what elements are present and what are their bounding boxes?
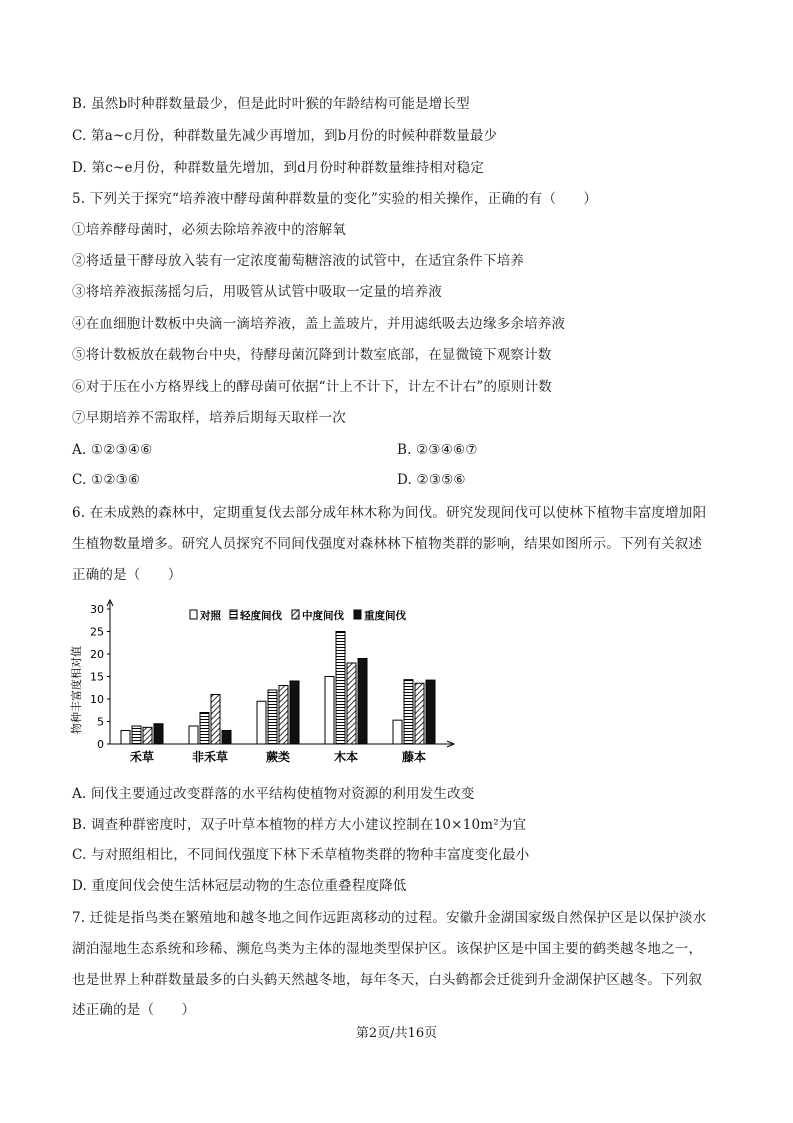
q5-item-3: ③将培养液振荡摇匀后，用吸管从试管中吸取一定量的培养液 [72,284,442,300]
q6-option-c: C. 与对照组相比，不同间伐强度下林下禾草植物类群的物种丰富度变化最小 [72,847,530,863]
q5-option-a: A. ①②③④⑥ [72,442,153,458]
bar [426,680,435,744]
legend-label: 对照 [200,610,221,622]
legend-swatch [354,610,361,619]
bar [415,683,424,744]
q5-option-c: C. ①②③⑥ [72,472,141,488]
q5-option-b: B. ②③④⑥⑦ [397,442,478,458]
bar [325,677,334,745]
bar [200,713,209,745]
q5-item-1: ①培养酵母菌时，必须去除培养液中的溶解氧 [72,222,346,238]
page-footer: 第2页/共16页 [355,1026,438,1041]
bar [132,726,141,744]
x-tick-label: 藤本 [401,750,427,764]
q6-option-d: D. 重度间伐会使生活林冠层动物的生态位重叠程度降低 [72,878,407,894]
y-tick-label: 20 [90,648,104,661]
q7-stem-line-2: 湖泊湿地生态系统和珍稀、濒危鸟类为主体的湿地类型保护区。该保护区是中国主要的鹤类越冬地之一， [72,941,703,957]
q7-stem-line-4: 述正确的是（ ） [72,1002,196,1018]
bar [154,724,163,744]
q6-stem-line-3: 正确的是（ ） [72,567,182,583]
bar [211,695,220,745]
bar [358,659,367,745]
legend-label: 轻度间伐 [240,610,282,622]
q5-item-6: ⑥对于压在小方格界线上的酵母菌可依据“计上不计下，计左不计右”的原则计数 [72,379,553,395]
x-tick-label: 禾草 [129,750,155,764]
q6-stem-line-2: 生植物数量增多。研究人员探究不同间伐强度对森林林下植物类群的影响，结果如图所示。下列有关叙述 [72,536,703,552]
x-tick-label: 非禾草 [191,750,229,764]
q5-item-2: ②将适量干酵母放入装有一定浓度葡萄糖溶液的试管中，在适宜条件下培养 [72,253,525,269]
bar [279,686,288,745]
y-axis-label: 物种丰富度相对值 [70,646,83,734]
y-tick-label: 25 [90,625,104,639]
bar [404,680,413,744]
q6-stem-line-1: 6. 在未成熟的森林中，定期重复伐去部分成年林木称为间伐。研究发现间伐可以使林下植物丰富度增加阳 [72,505,707,521]
q5-item-7: ⑦早期培养不需取样，培养后期每天取样一次 [72,410,346,426]
bar [336,632,345,745]
richness-bar-chart [72,598,462,777]
legend-swatch [190,610,197,619]
legend-swatch [230,610,237,619]
legend-label: 中度间伐 [302,610,344,622]
bar [189,726,198,744]
y-tick-label: 0 [97,738,104,751]
bar [268,690,277,744]
y-tick-label: 5 [97,715,104,729]
q7-stem-line-3: 也是世界上种群数量最多的白头鹤天然越冬地，每年冬天，白头鹤都会迁徙到升金湖保护区越冬。下列叙 [72,972,703,988]
legend-swatch [292,610,299,619]
legend-label: 重度间伐 [364,610,406,622]
q4-option-b: B. 虽然b时种群数量最少，但是此时叶猴的年龄结构可能是增长型 [72,96,470,112]
chart-svg [72,598,462,773]
x-tick-label: 蕨类 [265,750,291,764]
q5-item-4: ④在血细胞计数板中央滴一滴培养液，盖上盖玻片，并用滤纸吸去边缘多余培养液 [72,316,566,332]
q6-option-b: B. 调查种群密度时，双子叶草本植物的样方大小建议控制在10×10m²为宜 [72,817,527,833]
q5-option-d: D. ②③⑤⑥ [397,472,466,488]
q4-option-d: D. 第c~e月份，种群数量先增加，到d月份时种群数量维持相对稳定 [72,160,485,176]
x-tick-label: 木本 [333,750,359,764]
y-tick-label: 15 [90,670,104,684]
bar [143,727,152,744]
q5-item-5: ⑤将计数板放在载物台中央，待酵母菌沉降到计数室底部，在显微镜下观察计数 [72,347,552,363]
q4-option-c: C. 第a~c月份，种群数量先减少再增加，到b月份的时候种群数量最少 [72,128,498,144]
y-tick-label: 30 [90,603,104,616]
bar [347,663,356,744]
q5-stem: 5. 下列关于探究“培养液中酵母菌种群数量的变化”实验的相关操作，正确的有（ ） [72,191,598,207]
q6-option-a: A. 间伐主要通过改变群落的水平结构使植物对资源的利用发生改变 [72,786,475,802]
bar [290,681,299,744]
bar [222,731,231,745]
y-tick-label: 10 [90,693,104,706]
q7-stem-line-1: 7. 迁徙是指鸟类在繁殖地和越冬地之间作远距离移动的过程。安徽升金湖国家级自然保护区是以保护淡水 [72,910,707,926]
bar [257,701,266,744]
bar [393,720,402,744]
bar [121,731,130,745]
